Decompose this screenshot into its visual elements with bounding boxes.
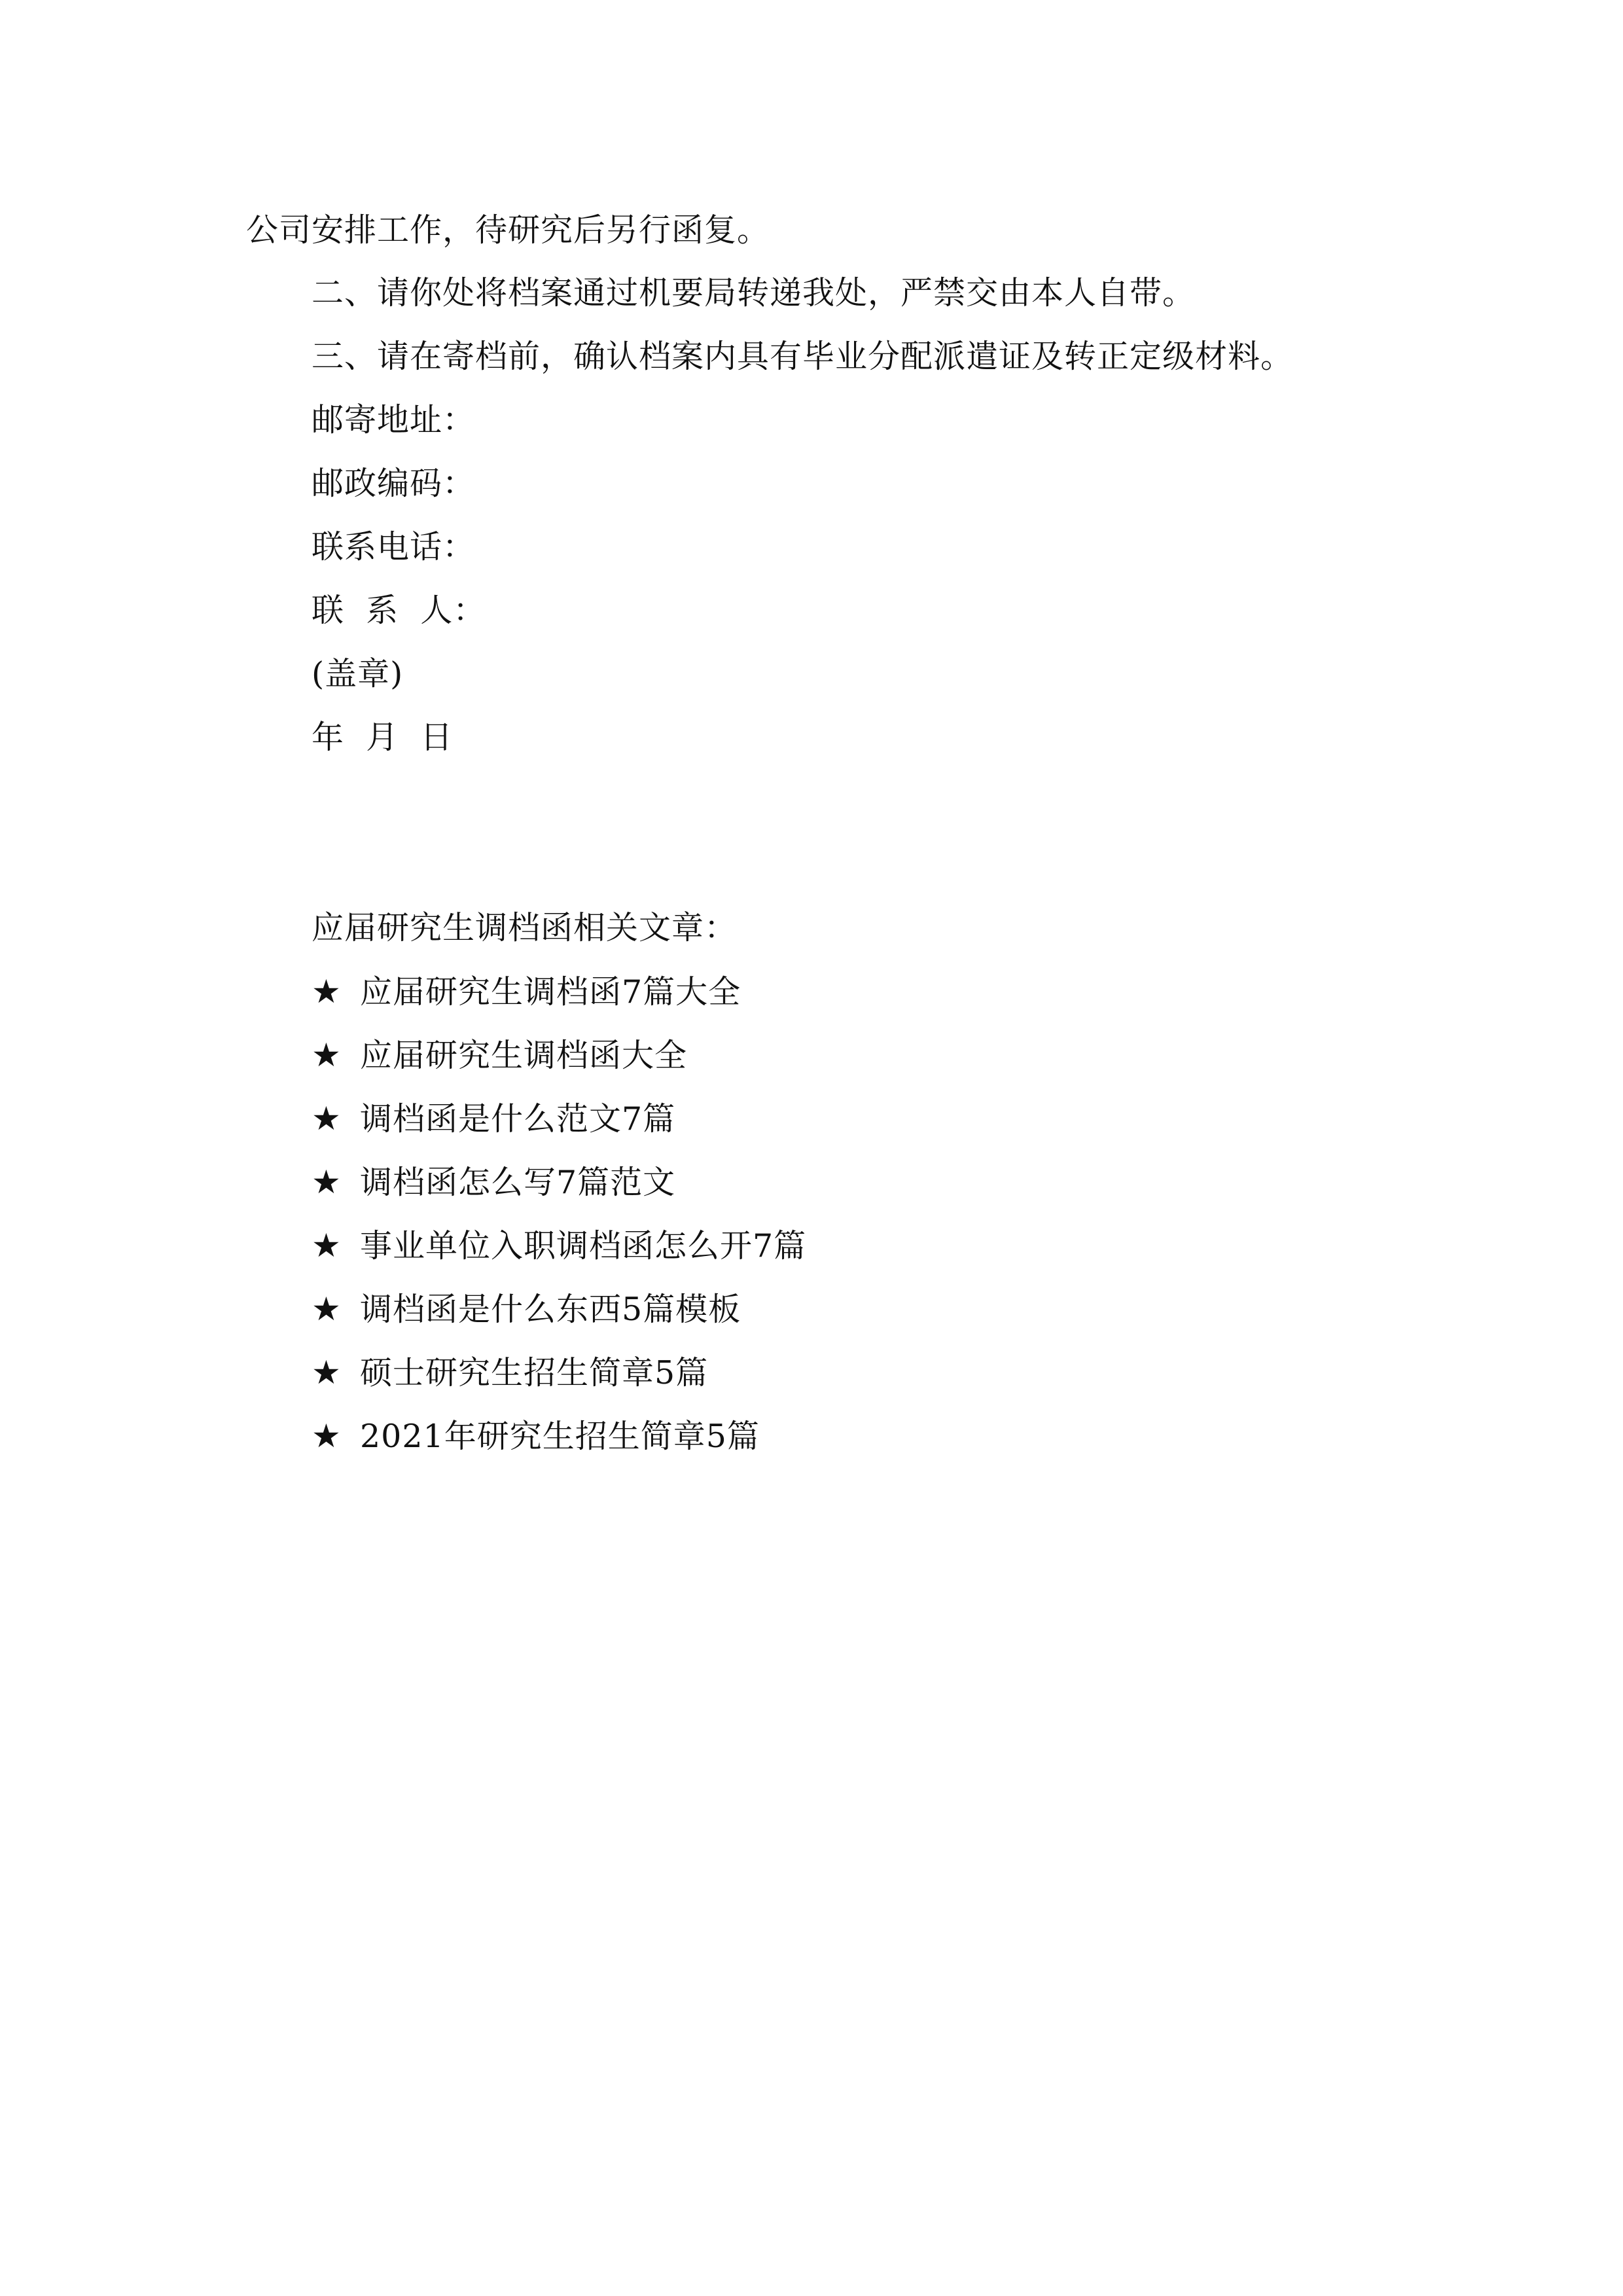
star-icon: ★ xyxy=(312,1417,342,1455)
phone-label: 联系电话： xyxy=(312,528,476,565)
related-item[interactable] xyxy=(312,972,741,1012)
star-icon: ★ xyxy=(312,1354,342,1391)
star-icon: ★ xyxy=(312,1036,342,1074)
related-item-label: 调档函怎么写7篇范文 xyxy=(360,1164,676,1201)
related-heading: 应届研究生调档函相关文章： xyxy=(312,909,738,946)
related-item[interactable] xyxy=(312,1035,687,1075)
address-label: 邮寄地址： xyxy=(312,401,476,439)
body-line-2: 二、请你处将档案通过机要局转递我处，严禁交由本人自带。 xyxy=(312,274,1196,312)
postcode-label: 邮政编码： xyxy=(312,465,476,502)
body-line-1: 公司安排工作，待研究后另行函复。 xyxy=(246,211,770,249)
related-item[interactable] xyxy=(312,1289,741,1329)
body-line-3: 三、请在寄档前，确认档案内具有毕业分配派遣证及转正定级材料。 xyxy=(312,338,1294,375)
related-item[interactable] xyxy=(312,1353,708,1393)
related-item-label: 硕士研究生招生简章5篇 xyxy=(360,1354,709,1391)
star-icon: ★ xyxy=(312,973,342,1011)
related-item[interactable] xyxy=(312,1416,760,1456)
star-icon: ★ xyxy=(312,1227,342,1265)
related-item-label: 应届研究生调档函7篇大全 xyxy=(360,973,741,1011)
date-label: 年 月 日 xyxy=(312,719,454,756)
star-icon: ★ xyxy=(312,1100,342,1138)
star-icon: ★ xyxy=(312,1290,342,1328)
related-item[interactable] xyxy=(312,1099,675,1139)
related-item[interactable] xyxy=(312,1162,675,1202)
star-icon: ★ xyxy=(312,1163,342,1201)
contact-label: 联 系 人： xyxy=(312,592,486,629)
related-item-label: 应届研究生调档函大全 xyxy=(360,1037,688,1074)
related-item-label: 事业单位入职调档函怎么开7篇 xyxy=(360,1227,807,1265)
related-item[interactable] xyxy=(312,1226,806,1266)
related-item-label: 调档函是什么范文7篇 xyxy=(360,1100,676,1138)
seal-label: (盖章) xyxy=(312,655,404,692)
related-item-label: 2021年研究生招生简章5篇 xyxy=(360,1418,760,1455)
related-item-label: 调档函是什么东西5篇模板 xyxy=(360,1291,741,1328)
